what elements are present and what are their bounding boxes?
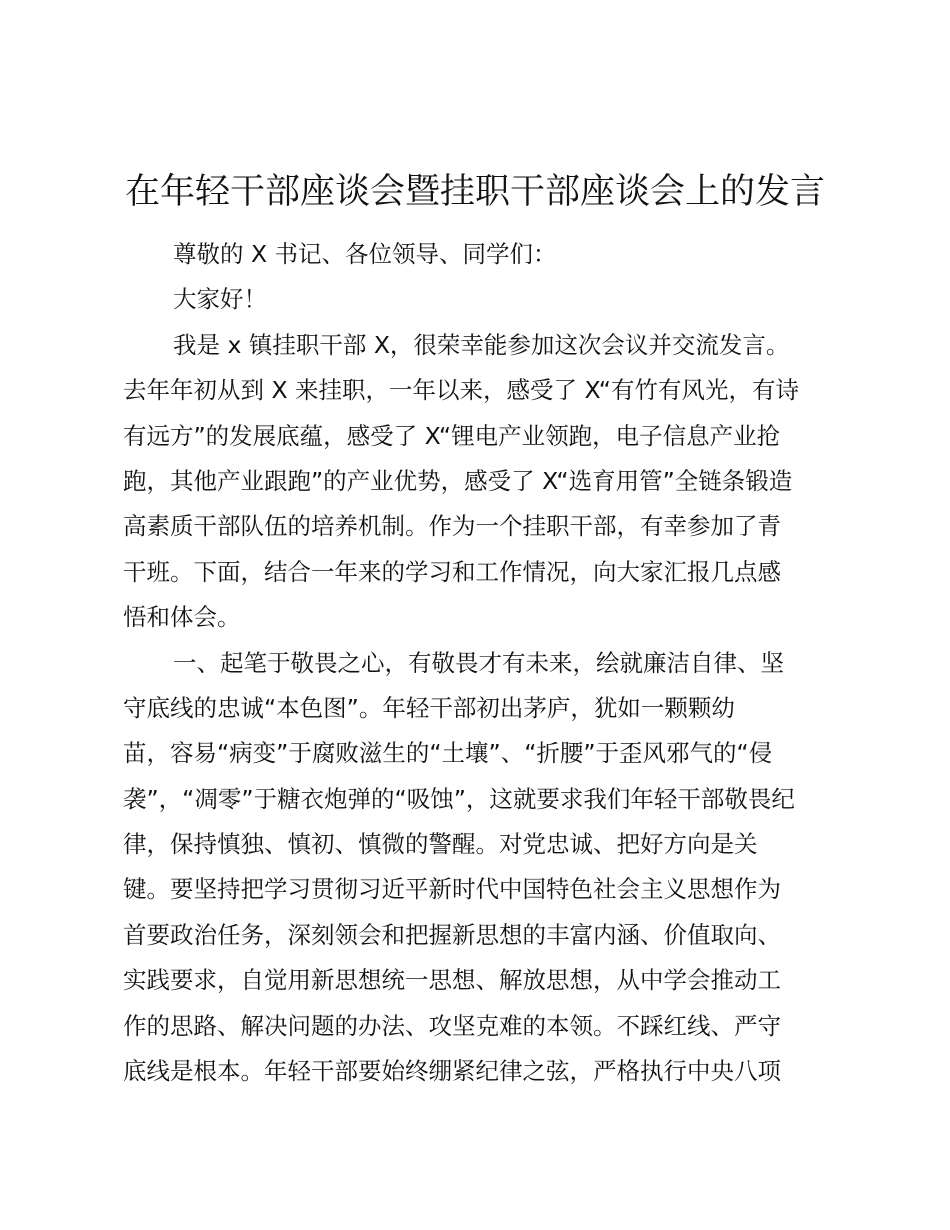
body-line: 有远方”的发展底蕴，感受了 X“锂电产业领跑，电子信息产业抢 [123, 421, 781, 450]
salutation-line: 尊敬的 X 书记、各位领导、同学们： [173, 240, 557, 268]
section-heading-line: 一、起笔于敬畏之心，有敬畏才有未来，绘就廉洁自律、坚 [173, 648, 784, 677]
body-line: 作的思路、解决问题的办法、攻坚克难的本领。不踩红线、严守 [123, 1011, 781, 1040]
body-line: 高素质干部队伍的培养机制。作为一个挂职干部，有幸参加了青 [123, 512, 781, 541]
document-body [123, 232, 843, 1094]
body-line: 律，保持慎独、慎初、慎微的警醒。对党忠诚、把好方向是关 [123, 830, 758, 859]
body-line: 守底线的忠诚“本色图”。年轻干部初出茅庐，犹如一颗颗幼 [123, 693, 735, 722]
body-line: 悟和体会。 [123, 603, 241, 632]
body-line: 首要政治任务，深刻领会和把握新思想的丰富内涵、价值取向、 [123, 920, 781, 949]
body-line: 干班。下面，结合一年来的学习和工作情况，向大家汇报几点感 [123, 557, 781, 586]
document-title: 在年轻干部座谈会暨挂职干部座谈会上的发言 [124, 172, 825, 212]
body-line: 底线是根本。年轻干部要始终绷紧纪律之弦，严格执行中央八项 [123, 1057, 781, 1086]
body-line: 键。要坚持把学习贯彻习近平新时代中国特色社会主义思想作为 [123, 875, 781, 904]
body-line: 袭”，“凋零”于糖衣炮弹的“吸蚀”，这就要求我们年轻干部敬畏纪 [123, 784, 795, 813]
body-line: 苗，容易“病变”于腐败滋生的“土壤”、“折腰”于歪风邪气的“侵 [123, 739, 773, 768]
body-line: 我是 x 镇挂职干部 X，很荣幸能参加这次会议并交流发言。 [173, 330, 790, 359]
body-line: 实践要求，自觉用新思想统一思想、解放思想，从中学会推动工 [123, 966, 781, 995]
body-line: 跑，其他产业跟跑”的产业优势，感受了 X“选育用管”全链条锻造 [123, 466, 793, 495]
greeting-line: 大家好！ [173, 285, 267, 314]
body-line: 去年年初从到 X 来挂职，一年以来，感受了 X“有竹有风光，有诗 [123, 376, 799, 405]
